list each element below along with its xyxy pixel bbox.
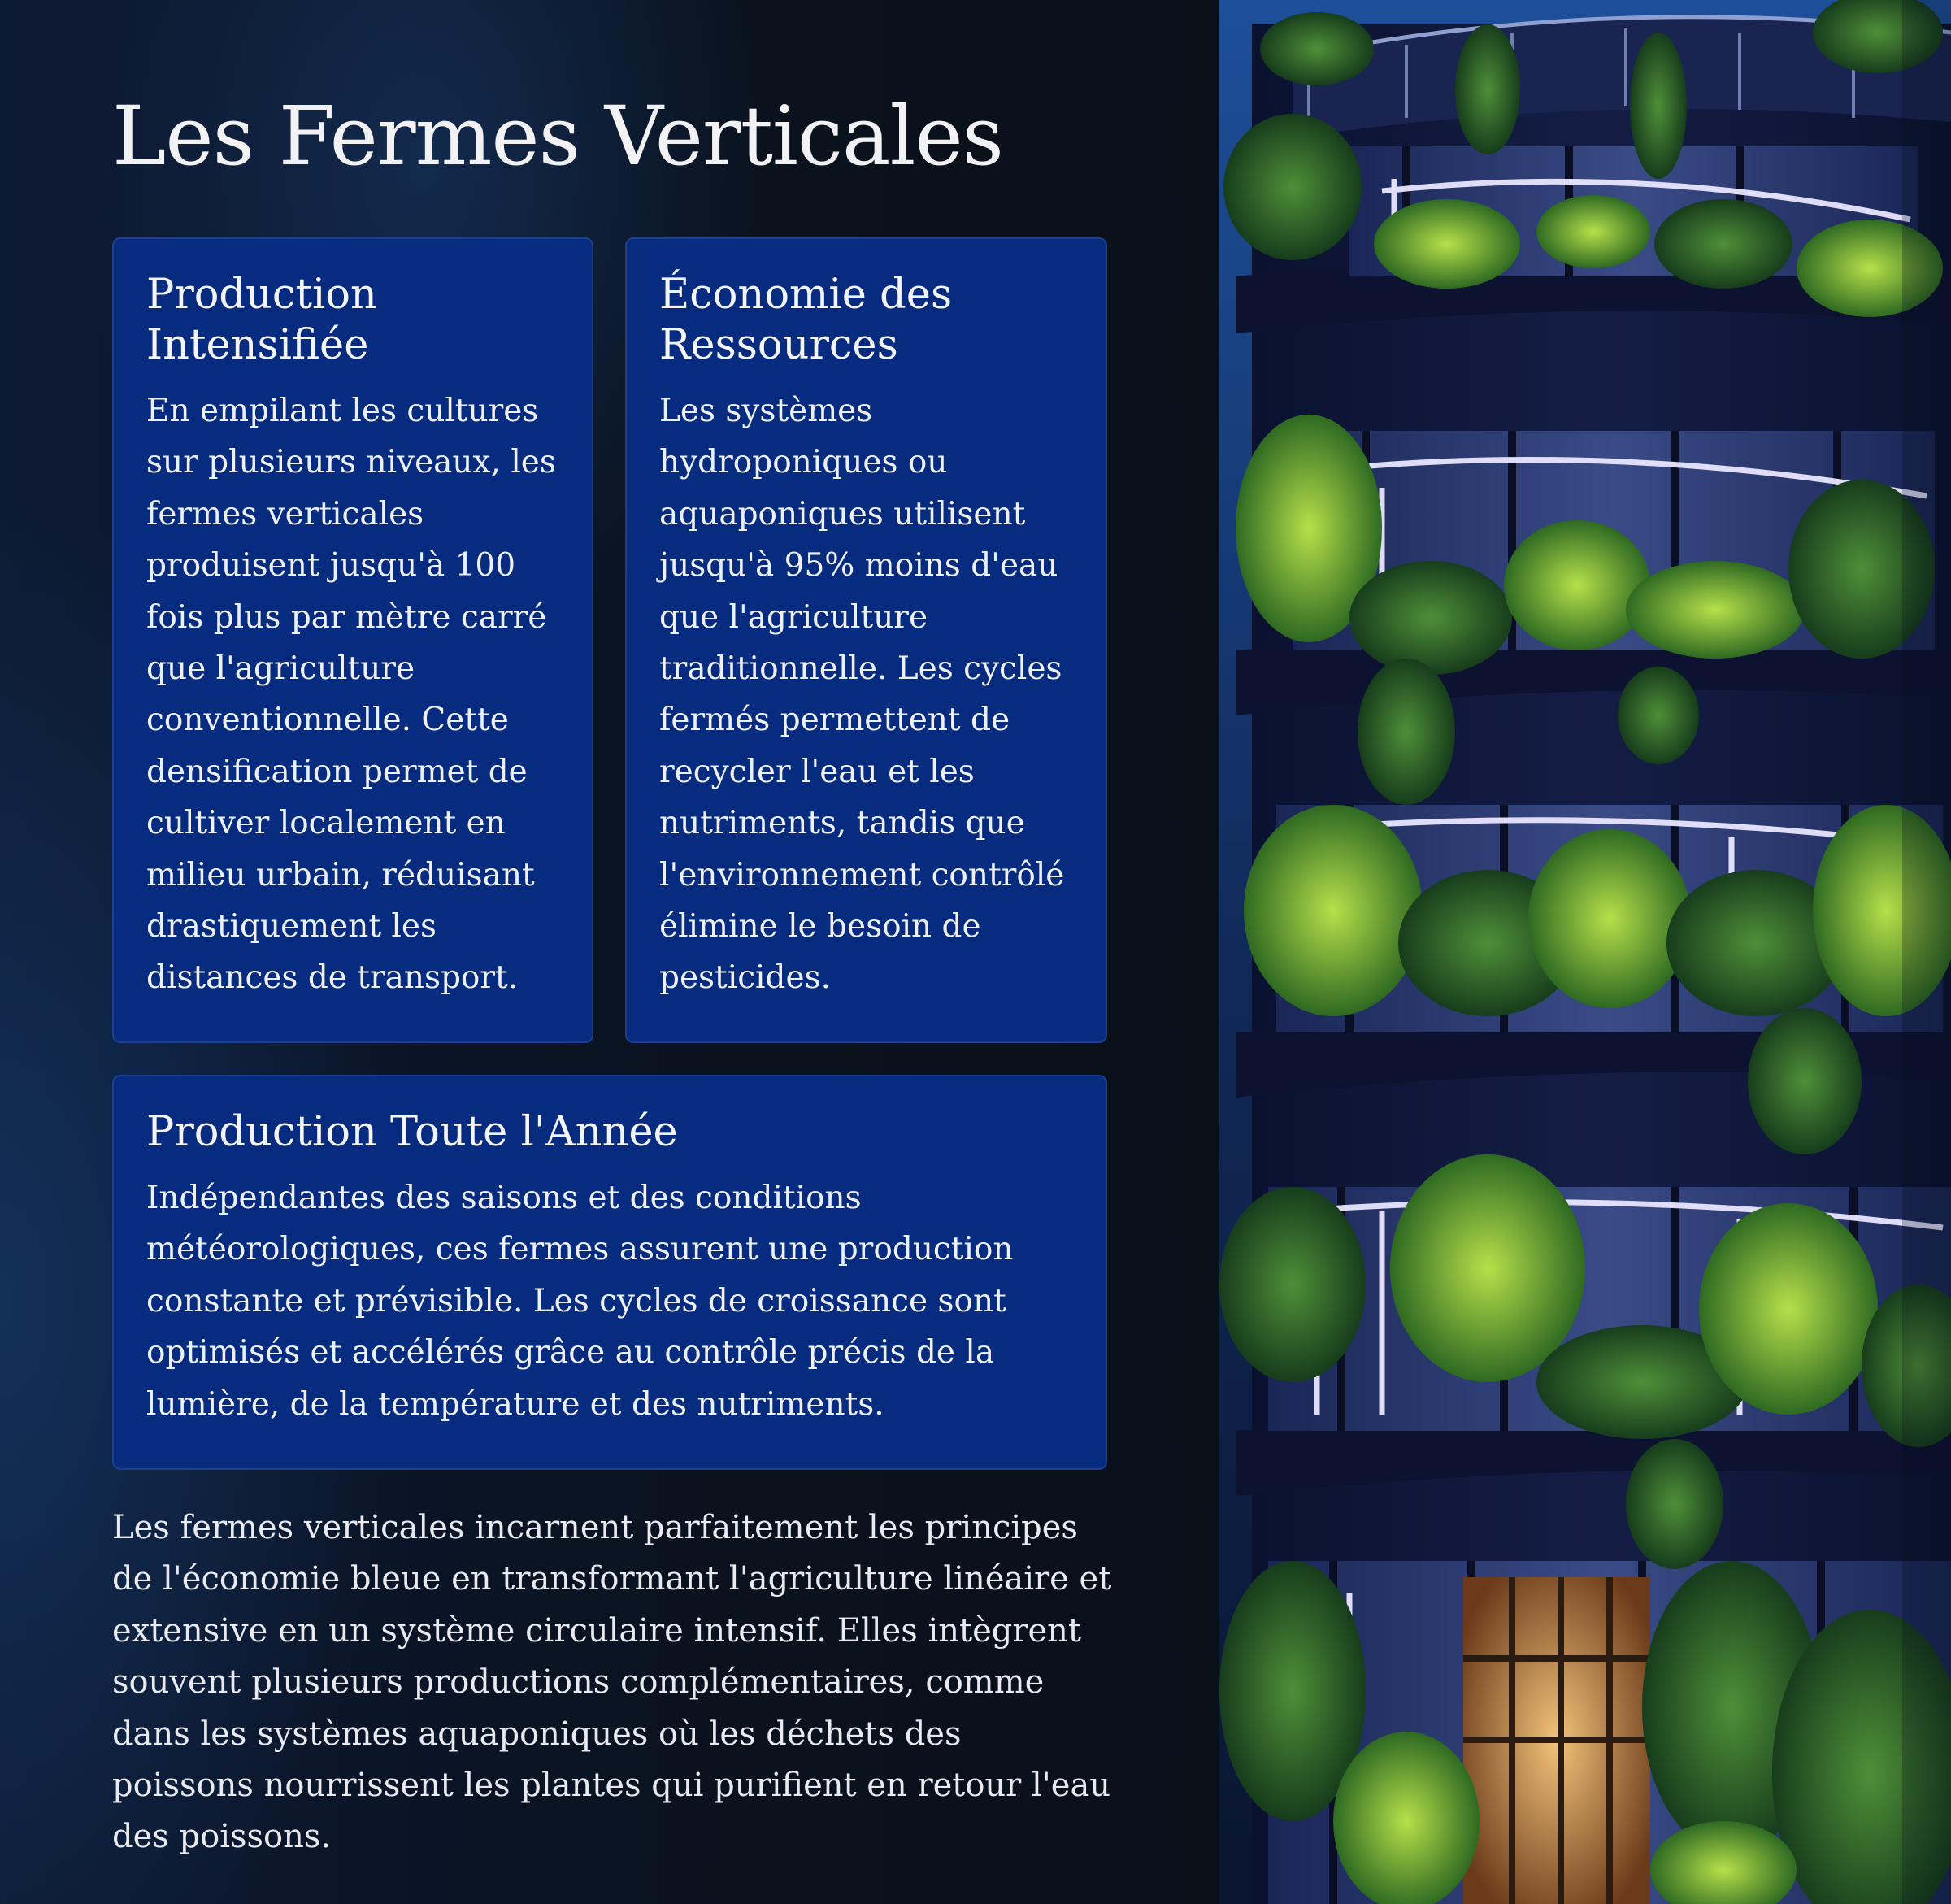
card-body: Les systèmes hydroponiques ou aquaponiques utilisent jusqu'à 95% moins d'eau que l'agriculture traditionnelle. Les cycles fermés permettent de recycler l'eau et les nutriments, tandis que l'environnement contrôlé élimine le besoin de pesticides. xyxy=(659,393,1065,997)
page-title: Les Fermes Verticales xyxy=(112,89,1003,184)
card-title: Économie des Ressources xyxy=(659,271,953,369)
card-economie-ressources xyxy=(625,237,1107,1043)
card-production-toute-annee xyxy=(112,1075,1107,1470)
card-title: Production Toute l'Année xyxy=(146,1108,678,1156)
vertical-farm-image xyxy=(1219,0,1951,1904)
conclusion-paragraph: Les fermes verticales incarnent parfaitement les principes de l'économie bleue en transformant l'agriculture linéaire et extensive en un système circulaire intensif. Elles intègrent souvent plusieurs productions complémentaires, comme dans les systèmes aquaponiques où les déchets des poissons nourrissent les plantes qui purifient en retour l'eau des poissons. xyxy=(112,1509,1112,1856)
card-body: En empilant les cultures sur plusieurs niveaux, les fermes verticales produisent jusqu'à 100 fois plus par mètre carré que l'agriculture conventionnelle. Cette densification permet de cultiver localement en milieu urbain, réduisant drastiquement les distances de transport. xyxy=(146,393,556,997)
vertical-farm-building-illustration xyxy=(1219,0,1951,1904)
card-body: Indépendantes des saisons et des conditions météorologiques, ces fermes assurent une production constante et prévisible. Les cycles de croissance sont optimisés et accélérés grâce au contrôle précis de la lumière, de la température et des nutriments. xyxy=(146,1180,1014,1423)
card-production-intensifiee xyxy=(112,237,593,1043)
card-title: Production Intensifiée xyxy=(146,271,377,369)
